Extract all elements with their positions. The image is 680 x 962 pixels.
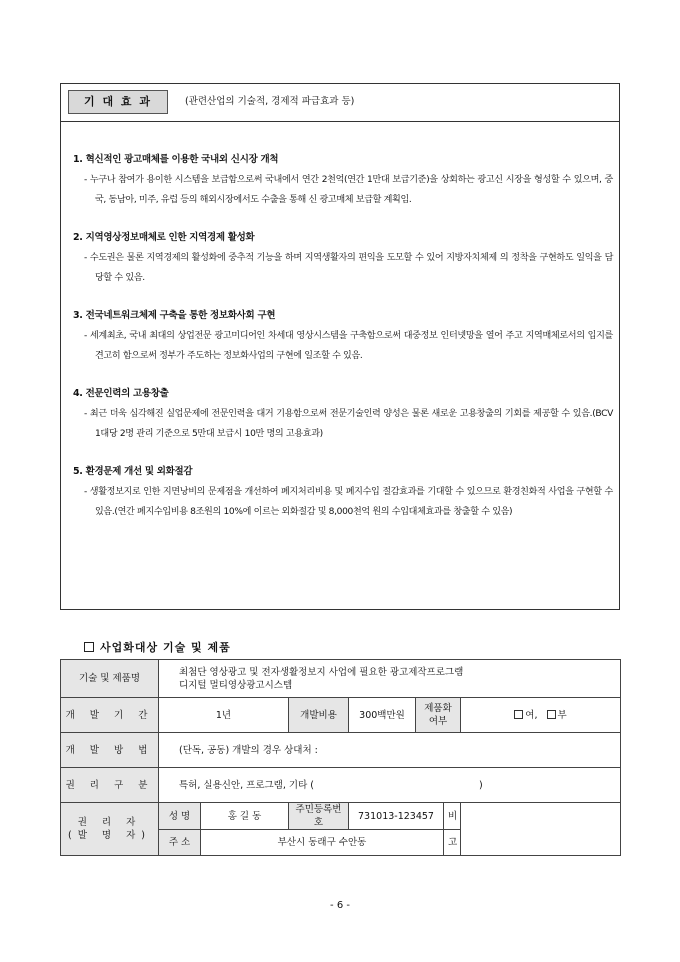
effect-item-title: 4. 전문인력의 고용창출	[73, 388, 169, 399]
holder-label-cell	[61, 803, 159, 856]
effect-item-text: - 최근 더욱 심각해진 실업문제에 전문인력을 대거 기용함으로써 전문기술인력 양성은 물론 새로운 고용창출의 기회를 제공할 수 있음.(BCV 1대당 2명 관리 기준으로 5만대 보급시 10만 명의 고용효과)	[84, 409, 613, 439]
product-value-cell	[159, 660, 621, 698]
effect-item-title: 5. 환경문제 개선 및 외화절감	[73, 466, 193, 477]
period-value-cell: 1년	[159, 698, 289, 733]
effect-item	[73, 462, 613, 522]
expected-effects-label: 기 대 효 과	[68, 90, 168, 114]
method-value-cell: (단독, 공동) 개발의 경우 상대처 :	[159, 733, 621, 768]
section-title-text: 사업화대상 기술 및 제품	[100, 641, 231, 654]
table-row	[61, 768, 621, 803]
page-number: - 6 -	[330, 900, 350, 911]
expected-effects-header	[61, 84, 619, 122]
table-row	[61, 803, 621, 830]
remark-label-top: 비	[444, 803, 461, 830]
table-row	[61, 733, 621, 768]
effect-item-text: - 생활정보지로 인한 지면낭비의 문제점을 개선하여 폐지처리비용 및 폐지수입 절감효과를 기대할 수 있으므로 환경친화적 사업을 구현할 수 있음.(연간 폐지수입비용 8조원의 10%에 이르는 외화절감 및 8,000천억 원의 수입대체효과를 창출할 수 있음)	[84, 487, 613, 517]
effect-item-title: 3. 전국네트워크체제 구축을 통한 정보화사회 구현	[73, 310, 276, 321]
section-title	[84, 639, 231, 655]
effect-item	[73, 384, 613, 444]
remark-value-cell[interactable]	[461, 803, 621, 856]
table-row	[61, 698, 621, 733]
name-value-cell: 홍 길 동	[201, 803, 289, 830]
holder-label: 권 리 자	[77, 817, 142, 828]
expected-effects-list	[73, 150, 613, 540]
effect-item-title: 1. 혁신적인 광고매체를 이용한 국내외 신시장 개척	[73, 154, 279, 165]
address-value-cell: 부산시 동래구 수안동	[201, 830, 444, 856]
product-line: 최첨단 영상광고 및 전자생활정보지 사업에 필요한 광고제작프로그램	[179, 666, 464, 678]
effect-item	[73, 150, 613, 210]
address-label-cell: 주 소	[159, 830, 201, 856]
effect-item	[73, 228, 613, 288]
option-yes[interactable]: 여,	[514, 710, 537, 721]
effect-item	[73, 306, 613, 366]
cost-value-cell: 300백만원	[349, 698, 416, 733]
remark-label-bottom: 고	[444, 830, 461, 856]
table-row	[61, 660, 621, 698]
checkbox-icon	[84, 642, 94, 652]
rights-label-cell: 권 리 구 분	[61, 768, 159, 803]
method-label-cell: 개 발 방 법	[61, 733, 159, 768]
rights-value: 특허, 실용신안, 프로그램, 기타 (	[179, 779, 314, 791]
product-label-cell: 기술 및 제품명	[61, 660, 159, 698]
holder-label-sub: (발 명 자)	[68, 830, 151, 841]
product-status-options	[461, 698, 621, 733]
product-line: 디지털 멀티영상광고시스템	[179, 679, 293, 691]
id-value-cell: 731013-123457	[349, 803, 444, 830]
cost-label-cell: 개발비용	[289, 698, 349, 733]
expected-effects-note: (관련산업의 기술적, 경제적 파급효과 등)	[185, 96, 355, 107]
product-status-label-cell: 제품화 여부	[416, 698, 461, 733]
product-info-table	[60, 659, 621, 856]
name-label-cell: 성 명	[159, 803, 201, 830]
checkbox-icon[interactable]	[547, 710, 556, 719]
effect-item-title: 2. 지역영상정보매체로 인한 지역경제 활성화	[73, 232, 255, 243]
checkbox-icon[interactable]	[514, 710, 523, 719]
option-no[interactable]: 부	[547, 710, 567, 721]
period-label-cell: 개 발 기 간	[61, 698, 159, 733]
expected-effects-box	[60, 83, 620, 610]
effect-item-text: - 수도권은 물론 지역경제의 활성화에 중추적 기능을 하며 지역생활자의 편익을 도모할 수 있어 지방자치체제 의 정착을 구현하도 일익을 담당할 수 있음.	[84, 253, 613, 283]
id-label-cell: 주민등록번호	[289, 803, 349, 830]
effect-item-text: - 누구나 참여가 용이한 시스템을 보급함으로써 국내에서 연간 2천억(연간 1만대 보급기준)을 상회하는 광고신 시장을 형성할 수 있으며, 중국, 동남아, 미주, 유럽 등의 해외시장에서도 수출을 통해 신 광고매체 보급할 계획임.	[84, 175, 613, 205]
effect-item-text: - 세계최초, 국내 최대의 상업전문 광고미디어인 차세대 영상시스템을 구축함으로써 대중정보 인터넷망을 열어 주고 지역매체로서의 입지를 견고히 함으로써 정부가 주도하는 정보화사업의 구현에 일조할 수 있음.	[84, 331, 613, 361]
rights-close: )	[478, 779, 483, 791]
rights-value-cell	[159, 768, 621, 803]
